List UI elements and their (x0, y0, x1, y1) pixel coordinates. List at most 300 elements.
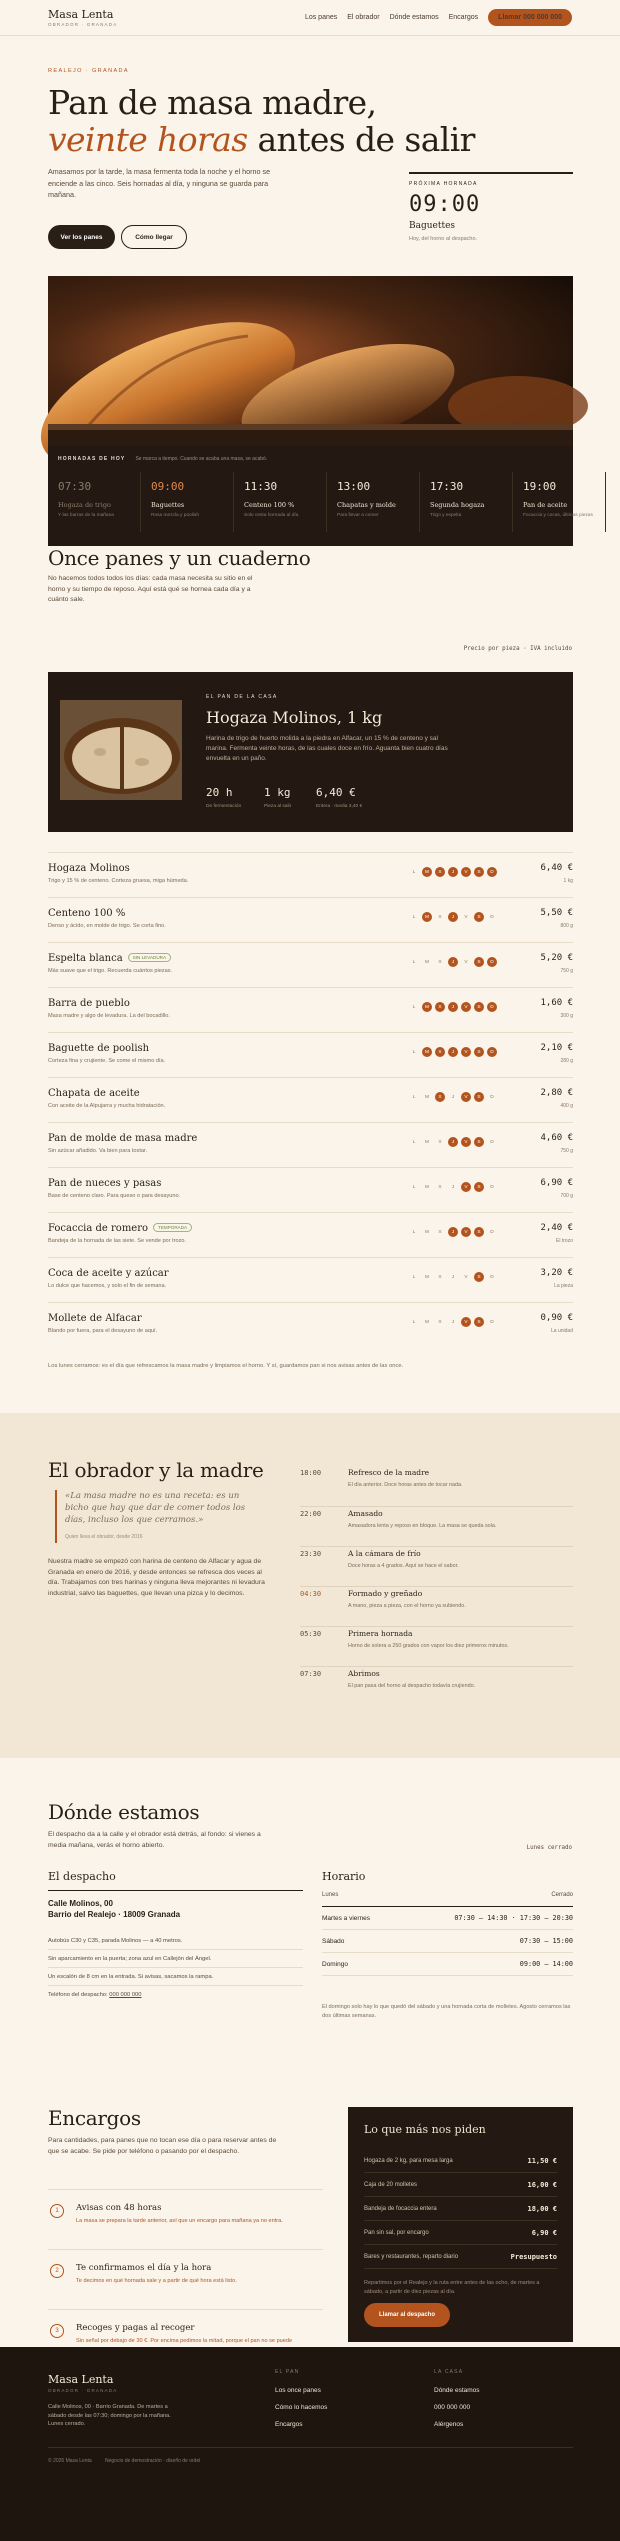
access-lines (48, 1932, 303, 2004)
batch-slot (141, 472, 234, 532)
hours-head-value: Cerrado (551, 1892, 573, 1898)
popular-title: Lo que más nos piden (364, 2123, 486, 2136)
oven-photo (48, 276, 573, 446)
featured-name: Hogaza Molinos, 1 kg (206, 708, 383, 727)
timeline-item (300, 1626, 573, 1666)
stat-label: Entera · media 3,40 € (316, 804, 363, 809)
hours-value: 07:30 – 14:30 · 17:30 – 20:30 (454, 1914, 573, 1922)
day-dot: X (435, 1047, 445, 1057)
timeline-item (300, 1466, 573, 1506)
phone-link[interactable]: 000 000 000 (109, 1992, 142, 1998)
nav-links (305, 9, 572, 26)
bread-row[interactable] (48, 1167, 573, 1212)
timeline-desc: Horno de solera a 250 grados con vapor los diez primeros minutos. (348, 1643, 509, 1649)
day-dot: J (448, 1047, 458, 1057)
view-breads-button[interactable]: Ver los panes (48, 225, 115, 249)
day-dot: V (464, 914, 468, 920)
day-dot: L (412, 1004, 416, 1010)
bread-price: 6,40 € (540, 863, 573, 873)
hours-row (322, 1930, 573, 1953)
timeline-time: 04:30 (300, 1590, 322, 1598)
footer-col2-title: LA CASA (434, 2369, 464, 2375)
popular-item-price: Presupuesto (510, 2252, 557, 2261)
bread-row[interactable] (48, 1032, 573, 1077)
order-step (48, 2189, 323, 2249)
bread-desc: Base de centeno claro. Para queso o para desayuno. (48, 1193, 181, 1199)
batch-time: 11:30 (244, 480, 278, 493)
bread-tag: TEMPORADA (153, 1223, 192, 1232)
day-dot: X (438, 1184, 442, 1190)
bread-desc: Bandeja de la hornada de las siete. Se vende por trozo. (48, 1238, 187, 1244)
day-dot: X (435, 1092, 445, 1102)
day-dot: J (451, 1094, 455, 1100)
day-dot: V (461, 867, 471, 877)
location-title: Dónde estamos (48, 1800, 200, 1824)
brand-tagline: OBRADOR · GRANADA (48, 21, 118, 27)
bread-name: Mollete de Alfacar (48, 1313, 142, 1324)
footer-brand: Masa Lenta (48, 2373, 114, 2386)
popular-item-label: Pan sin sal, por encargo (364, 2229, 429, 2236)
bread-weight: La pieza (554, 1283, 573, 1289)
popular-list (364, 2149, 557, 2269)
day-dot: V (461, 1092, 471, 1102)
catalog-title: Once panes y un cuaderno (48, 546, 311, 570)
day-dot: M (422, 1002, 432, 1012)
timeline-title: Abrimos (348, 1669, 380, 1678)
featured-stat-weight (264, 786, 291, 809)
batch-note: Solo cesta hornada al día (244, 513, 299, 518)
bread-name: Hogaza Molinos (48, 863, 130, 874)
bread-weight: 1 kg (563, 878, 573, 884)
hours-note: El domingo solo hay lo que quedó del sábado y una hornada corta de molletes. Agosto cerramos las dos últimas semanas. (322, 2004, 571, 2019)
batch-slot (48, 472, 141, 532)
hero-title-line2 (48, 121, 475, 158)
bread-row[interactable] (48, 1212, 573, 1257)
bread-row[interactable] (48, 1302, 573, 1347)
batch-slot (420, 472, 513, 532)
day-dot: V (464, 1274, 468, 1280)
bread-row[interactable] (48, 1077, 573, 1122)
timeline-desc: Doce horas a 4 grados. Aquí se hace el sabor. (348, 1563, 459, 1569)
nav-link-encargos[interactable]: Encargos (448, 14, 479, 21)
bread-desc: Corteza fina y crujiente. Se come el mismo día. (48, 1058, 166, 1064)
day-dot: L (412, 1274, 416, 1280)
day-dot: S (474, 1272, 484, 1282)
timeline-item (300, 1666, 573, 1706)
timeline-time: 05:30 (300, 1630, 322, 1638)
batch-note: Para llevar a comer (337, 513, 379, 518)
day-dot: D (490, 1229, 494, 1235)
day-dot: S (474, 912, 484, 922)
day-dot: S (474, 1137, 484, 1147)
bread-weight: 700 g (560, 1193, 573, 1199)
day-dot: D (490, 914, 494, 920)
bread-price: 5,20 € (540, 953, 573, 963)
featured-stat-fermentation (206, 786, 241, 809)
day-dot: M (422, 1047, 432, 1057)
batch-note: Focaccia y cocas, últimas piezas (523, 513, 593, 518)
bread-price: 6,90 € (540, 1178, 573, 1188)
popular-item (364, 2221, 557, 2245)
bread-name: Pan de molde de masa madre (48, 1133, 198, 1144)
story-quote (55, 1490, 265, 1543)
footer-col1-title: EL PAN (275, 2369, 300, 2375)
day-dot: L (412, 1319, 416, 1325)
day-dot: D (487, 867, 497, 877)
batch-time: 13:00 (337, 480, 371, 493)
day-dot: D (490, 1094, 494, 1100)
closed-status: Lunes cerrado (526, 1845, 572, 1851)
hours-day: Sábado (322, 1937, 345, 1945)
bake-days (409, 957, 497, 967)
hours-row (322, 1953, 573, 1976)
batch-product: Segunda hogaza (430, 501, 485, 509)
step-number: 3 (50, 2324, 64, 2338)
bread-name: Espelta blanca SIN LEVADURA (48, 953, 171, 964)
bread-row[interactable] (48, 1257, 573, 1302)
orders-title: Encargos (48, 2106, 141, 2130)
day-dot: J (448, 1137, 458, 1147)
timeline-desc: Amasadora lenta y reposo en bloque. La masa se queda sola. (348, 1523, 497, 1529)
day-dot: J (451, 1274, 455, 1280)
footer-link-panes[interactable]: Los once panes (275, 2387, 321, 2394)
day-dot: L (412, 914, 416, 920)
hours-value: 09:00 – 14:00 (519, 1960, 573, 1968)
hero-title-line2-rest: antes de salir (247, 120, 475, 159)
day-dot: D (487, 957, 497, 967)
timeline-time: 22:00 (300, 1510, 322, 1518)
timeline-title: Amasado (348, 1509, 383, 1518)
nav-link-donde[interactable]: Dónde estamos (389, 14, 439, 21)
day-dot: J (451, 1319, 455, 1325)
top-nav (0, 0, 620, 36)
bread-weight: 300 g (560, 1013, 573, 1019)
step-number: 2 (50, 2264, 64, 2278)
step-number: 1 (50, 2204, 64, 2218)
stat-value: 1 kg (264, 786, 291, 799)
footer-copyright: © 2026 Masa Lenta (48, 2458, 92, 2464)
next-batch-time: 09:00 (409, 192, 481, 217)
day-dot: V (461, 1002, 471, 1012)
featured-kicker: EL PAN DE LA CASA (206, 694, 278, 700)
day-dot: D (487, 1002, 497, 1012)
bread-tag: SIN LEVADURA (128, 953, 171, 962)
phone-line (48, 1986, 303, 2004)
step-title: Avisas con 48 horas (76, 2203, 162, 2213)
day-dot: S (474, 1092, 484, 1102)
day-dot: M (425, 1184, 429, 1190)
day-dot: J (448, 1002, 458, 1012)
batch-slot (327, 472, 420, 532)
day-dot: X (438, 1319, 442, 1325)
bread-in-oven-image (48, 276, 573, 446)
popular-orders-box (348, 2107, 573, 2342)
hours-value: 07:30 – 15:00 (519, 1937, 573, 1945)
nav-link-obrador[interactable]: El obrador (347, 14, 380, 21)
bake-days (409, 1272, 497, 1282)
day-dot: M (425, 1139, 429, 1145)
featured-stat-price (316, 786, 362, 809)
shop-label: El despacho (48, 1870, 116, 1883)
hours-table (322, 1892, 573, 1976)
footer-link-encargos[interactable]: Encargos (275, 2421, 303, 2428)
bread-weight: 280 g (560, 1058, 573, 1064)
day-dot: M (425, 959, 429, 965)
bread-name: Coca de aceite y azúcar (48, 1268, 169, 1279)
day-dot: D (490, 1184, 494, 1190)
featured-bread-image (60, 700, 182, 800)
quote-author: Quien lleva el obrador, desde 2016 (65, 1534, 143, 1540)
bread-desc: Con aceite de la Alpujarra y mucha hidratación. (48, 1103, 166, 1109)
day-dot: X (438, 1274, 442, 1280)
bread-desc: Lo dulce que hacemos, y solo el fin de semana. (48, 1283, 167, 1289)
call-shop-button[interactable]: Llamar al despacho (364, 2303, 450, 2327)
popular-item-label: Caja de 20 molletes (364, 2181, 418, 2188)
timeline-title: A la cámara de frío (348, 1549, 421, 1558)
timeline-time: 23:30 (300, 1550, 322, 1558)
quote-text: «La masa madre no es una receta: es un bicho que hay que dar de comer todos los días, incluso los que cerramos.» (65, 1491, 246, 1525)
footer-divider (48, 2447, 573, 2448)
batch-note: Rosa mezcla y poolish (151, 513, 199, 518)
day-dot: D (490, 1319, 494, 1325)
step-title: Te confirmamos el día y la hora (76, 2263, 212, 2273)
bread-desc: Más suave que el trigo. Recuerda cuántos piezas. (48, 968, 173, 974)
bread-weight: La unidad (551, 1328, 573, 1334)
popular-item (364, 2173, 557, 2197)
day-dot: S (474, 867, 484, 877)
bread-price: 5,50 € (540, 908, 573, 918)
next-batch-label: PRÓXIMA HORNADA (409, 181, 478, 187)
nav-link-panes[interactable]: Los panes (304, 14, 338, 21)
day-dot: S (474, 1317, 484, 1327)
batch-slot (234, 472, 327, 532)
timeline-title: Refresco de la madre (348, 1468, 430, 1477)
step-title: Recoges y pagas al recoger (76, 2323, 195, 2333)
batch-note: Trigo y espelta (430, 513, 462, 518)
day-dot: D (490, 1139, 494, 1145)
bread-list (48, 852, 573, 1347)
bread-row[interactable] (48, 987, 573, 1032)
bread-desc: Masa madre y algo de levadura. La del bocadillo. (48, 1013, 170, 1019)
day-dot: J (451, 1184, 455, 1190)
popular-item-price: 11,50 € (527, 2156, 557, 2165)
bread-name: Focaccia de romero TEMPORADA (48, 1223, 192, 1234)
bake-days (409, 1317, 497, 1327)
day-dot: L (412, 1184, 416, 1190)
featured-desc: Harina de trigo de huerto molida a la piedra en Alfacar, un 15 % de centeno y sal marina. Fermenta veinte horas, de las cuales doce en frío. Aguanta bien cuatro días envuelta en un paño. (206, 735, 448, 762)
brand-logo[interactable] (48, 9, 117, 27)
footer-link-como[interactable]: Cómo lo hacemos (275, 2404, 328, 2411)
day-dot: L (412, 959, 416, 965)
day-dot: J (448, 957, 458, 967)
day-dot: X (438, 1229, 442, 1235)
timeline-desc: El pan pasa del horno al despacho todavía crujiendo. (348, 1683, 476, 1689)
step-desc: La masa se prepara la tarde anterior, así que un encargo para mañana ya no entra. (76, 2218, 283, 2224)
batch-time: 09:00 (151, 480, 185, 493)
day-dot: X (438, 1139, 442, 1145)
timeline-desc: El día anterior. Doce horas antes de tocar nada. (348, 1482, 463, 1488)
day-dot: X (435, 867, 445, 877)
batch-product: Chapatas y molde (337, 501, 396, 509)
day-dot: V (461, 1137, 471, 1147)
footer-link-phone[interactable]: 000 000 000 (434, 2404, 471, 2411)
popular-item-price: 18,00 € (527, 2204, 557, 2213)
hours-row (322, 1907, 573, 1930)
bread-price: 2,10 € (540, 1043, 573, 1053)
day-dot: V (461, 1227, 471, 1237)
day-dot: L (412, 1229, 416, 1235)
bread-row[interactable] (48, 942, 573, 987)
bread-name: Baguette de poolish (48, 1043, 150, 1054)
timeline-item (300, 1506, 573, 1546)
bread-row[interactable] (48, 897, 573, 942)
hours-head (322, 1892, 573, 1907)
bake-days (409, 867, 497, 877)
popular-item-label: Bandeja de focaccia entera (364, 2205, 437, 2212)
day-dot: X (438, 914, 442, 920)
hero-lead: Amasamos por la tarde, la masa fermenta toda la noche y el horno se enciende a las cinco. Seis hornadas al día, y ninguna se guarda para mañana. (48, 167, 271, 199)
next-batch-note: Hoy, del horno al despacho. (409, 236, 478, 242)
footer-link-alergenos[interactable]: Alérgenos (434, 2421, 464, 2428)
access-line: Un escalón de 8 cm en la entrada. Si avisas, sacamos la rampa. (48, 1968, 303, 1986)
day-dot: J (448, 912, 458, 922)
day-dot: D (487, 1047, 497, 1057)
hero-title (48, 84, 475, 158)
footer-link-donde[interactable]: Dónde estamos (434, 2387, 480, 2394)
bake-days (409, 1002, 497, 1012)
bread-desc: Denso y ácido, en molde de trigo. Se corta fino. (48, 923, 166, 929)
next-batch-card (409, 172, 573, 242)
bread-price: 2,40 € (540, 1223, 573, 1233)
bread-price: 3,20 € (540, 1268, 573, 1278)
day-dot: L (412, 1139, 416, 1145)
order-step (48, 2249, 323, 2309)
bread-desc: Blando por fuera, para el desayuno de aquí. (48, 1328, 158, 1334)
street: Calle Molinos, 00 (48, 1899, 113, 1908)
popular-note: Repartimos por el Realejo y la ruta entre antes de las ocho, de martes a sábado, a partir de diez piezas al día. (364, 2280, 540, 2295)
day-dot: J (448, 867, 458, 877)
popular-item-price: 16,00 € (527, 2180, 557, 2189)
popular-item-label: Bares y restaurantes, reparto diario (364, 2253, 459, 2260)
hours-label: Horario (322, 1870, 366, 1883)
day-dot: D (490, 1274, 494, 1280)
timeline-item (300, 1586, 573, 1626)
day-dot: M (425, 1319, 429, 1325)
hero-kicker: REALEJO · GRANADA (48, 68, 129, 74)
bread-row[interactable] (48, 1122, 573, 1167)
hours-head-day: Lunes (322, 1892, 339, 1898)
stat-label: Pieza al salir (264, 804, 292, 809)
featured-bread-card (48, 672, 573, 832)
footer (0, 2347, 620, 2541)
step-desc: Te decimos en qué hornada sale y a partir de qué hora está listo. (76, 2278, 237, 2284)
order-steps (48, 2189, 323, 2369)
batches-label: HORNADAS DE HOY Se marca a tiempo. Cuando se acaba una masa, se acabó. (58, 456, 268, 462)
bake-days (409, 1047, 497, 1057)
batch-time: 17:30 (430, 480, 464, 493)
day-dot: J (448, 1227, 458, 1237)
access-line: Autobús C30 y C35, parada Molinos — a 40 metros. (48, 1932, 303, 1950)
day-dot: L (412, 869, 416, 875)
bread-price: 4,60 € (540, 1133, 573, 1143)
bread-price: 0,90 € (540, 1313, 573, 1323)
popular-item (364, 2149, 557, 2173)
batch-time: 07:30 (58, 480, 92, 493)
timeline-item (300, 1546, 573, 1586)
address-block (48, 1890, 303, 1919)
orders-intro: Para cantidades, para panes que no tocan ese día o para reservar antes de que se acabe. Se pide por teléfono o pasando por el despacho. (48, 2137, 277, 2155)
day-dot: S (474, 1227, 484, 1237)
bake-days (409, 1092, 497, 1102)
bread-name: Barra de pueblo (48, 998, 130, 1009)
timeline-desc: A mano, pieza a pieza, con el horno ya subiendo. (348, 1603, 466, 1609)
bake-days (409, 1227, 497, 1237)
hours-day: Domingo (322, 1960, 349, 1968)
directions-button[interactable]: Cómo llegar (121, 225, 187, 249)
hero-title-accent: veinte horas (48, 120, 248, 159)
day-dot: L (412, 1094, 416, 1100)
story-body: Nuestra madre se empezó con harina de centeno de Alfacar y agua de Granada en enero de 2016, y desde entonces se refresca dos veces al día. Trabajamos con tres harinas y ninguna lleva mejorantes ni levadura industrial, salvo las baguettes, que llevan una pizca y lo decimos. (48, 1558, 265, 1597)
timeline-time: 18:00 (300, 1469, 322, 1477)
area: Barrio del Realejo · 18009 Granada (48, 1910, 181, 1919)
todays-batches (48, 446, 593, 546)
day-dot: S (474, 1182, 484, 1192)
day-dot: L (412, 1049, 416, 1055)
timeline-title: Primera hornada (348, 1629, 413, 1638)
batch-product: Centeno 100 % (244, 501, 295, 509)
batch-slot (513, 472, 606, 532)
timeline-time: 07:30 (300, 1670, 322, 1678)
bread-weight: 750 g (560, 1148, 573, 1154)
bread-name: Chapata de aceite (48, 1088, 140, 1099)
hours-day: Martes a viernes (322, 1914, 371, 1922)
stat-value: 6,40 € (316, 786, 356, 799)
day-dot: X (435, 1002, 445, 1012)
day-dot: S (474, 1002, 484, 1012)
access-line: Sin aparcamiento en la puerta; zona azul en Callejón del Ángel. (48, 1950, 303, 1968)
day-dot: V (464, 959, 468, 965)
batch-slots (48, 472, 593, 532)
day-dot: M (422, 867, 432, 877)
story-title: El obrador y la madre (48, 1458, 264, 1482)
catalog-intro: No hacemos todos todos los días: cada masa necesita su sitio en el horno y su tiempo de reposo. Aquí está qué se hornea cada día y a cuánto sale. (48, 575, 253, 603)
footer-legal: Negocio de demostración · diseño de ordel (105, 2458, 201, 2464)
bread-weight: El trozo (556, 1238, 573, 1244)
bake-days (409, 912, 497, 922)
bake-days (409, 1182, 497, 1192)
bread-weight: 800 g (560, 923, 573, 929)
bread-price: 2,80 € (540, 1088, 573, 1098)
bread-weight: 400 g (560, 1103, 573, 1109)
day-dot: S (474, 957, 484, 967)
day-dot: M (425, 1094, 429, 1100)
batch-note: Y las barras de la mañana (58, 513, 114, 518)
footer-tagline: OBRADOR · GRANADA (48, 2388, 118, 2393)
call-button[interactable]: Llamar 000 000 000 (488, 9, 572, 26)
process-timeline (300, 1466, 573, 1706)
day-dot: S (474, 1047, 484, 1057)
phone-prefix: Teléfono del despacho: (48, 1992, 108, 1998)
bread-name: Pan de nueces y pasas (48, 1178, 162, 1189)
stat-value: 20 h (206, 786, 233, 799)
bread-desc: Trigo y 15 % de centeno. Corteza gruesa, miga húmeda. (48, 878, 189, 884)
popular-item (364, 2245, 557, 2269)
day-dot: M (425, 1274, 429, 1280)
bread-price: 1,60 € (540, 998, 573, 1008)
bread-row[interactable] (48, 852, 573, 897)
batch-product: Hogaza de trigo (58, 501, 111, 509)
day-dot: M (422, 912, 432, 922)
